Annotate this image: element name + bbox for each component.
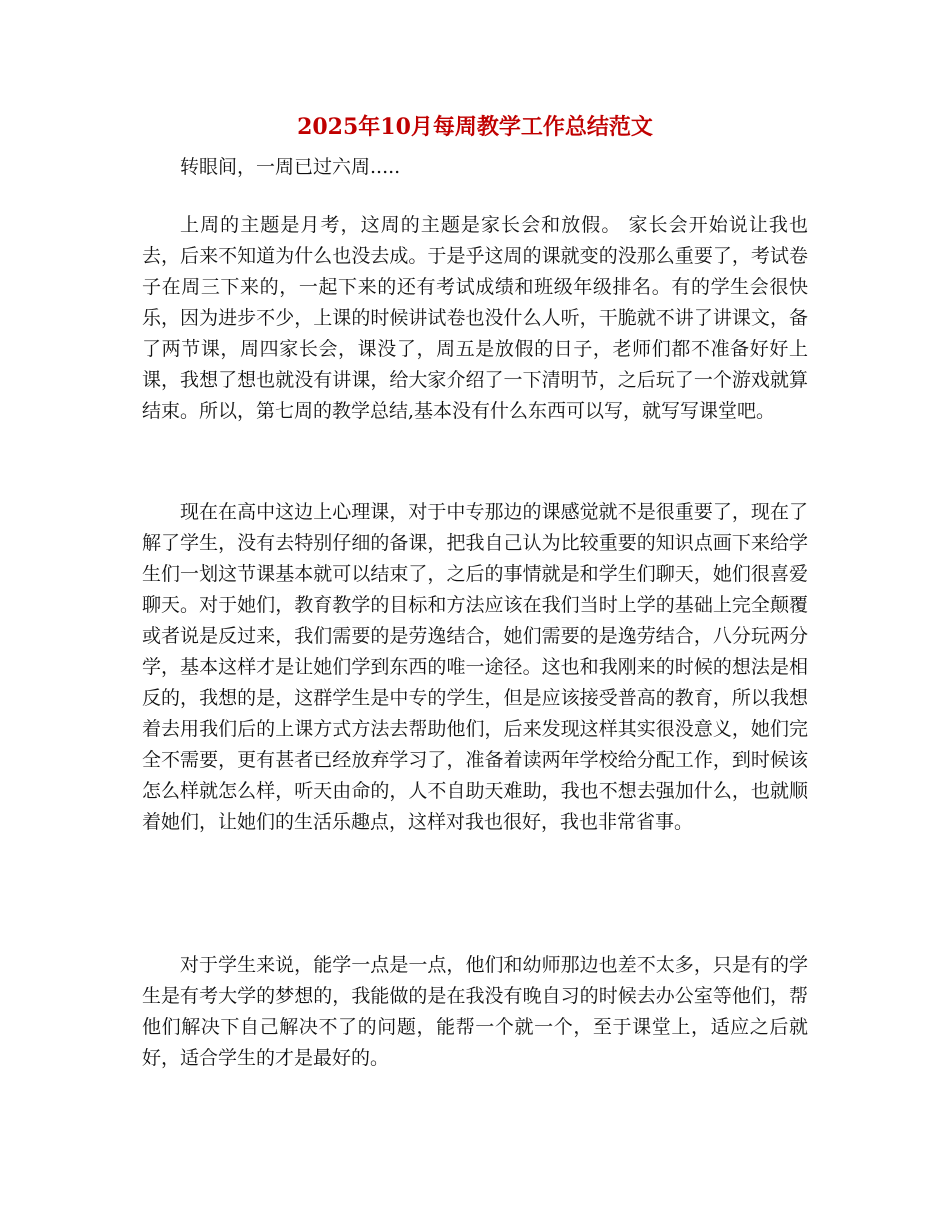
paragraph-1: 上周的主题是月考，这周的主题是家长会和放假。 家长会开始说让我也去，后来不知道为什么也没去成。于是乎这周的课就变的没那么重要了，考试卷子在周三下来的，一起下来的还有考试成绩和班级年级排名。有的学生会很快乐，因为进步不少，上课的时候讲试卷也没什么人听，干脆就不讲了讲课文，备了两节课，周四家长会，课没了，周五是放假的日子，老师们都不准备好好上课，我想了想也就没有讲课，给大家介绍了一下清明节，之后玩了一个游戏就算结束。所以，第七周的教学总结,基本没有什么东西可以写，就写写课堂吧。 — [142, 214, 808, 422]
document-title: 2025年10月每周教学工作总结范文 — [297, 114, 653, 140]
paragraph-3: 对于学生来说，能学一点是一点，他们和幼师那边也差不太多，只是有的学生是有考大学的梦想的，我能做的是在我没有晚自习的时候去办公室等他们，帮他们解决下自己解决不了的问题，能帮一个就一个，至于课堂上，适应之后就好，适合学生的才是最好的。 — [142, 954, 808, 1069]
lead-paragraph: 转眼间，一周已过六周..... — [180, 156, 401, 178]
paragraph-2: 现在在高中这边上心理课，对于中专那边的课感觉就不是很重要了，现在了解了学生，没有去特别仔细的备课，把我自己认为比较重要的知识点画下来给学生们一划这节课基本就可以结束了，之后的事情就是和学生们聊天，她们很喜爱聊天。对于她们，教育教学的目标和方法应该在我们当时上学的基础上完全颠覆或者说是反过来，我们需要的是劳逸结合，她们需要的是逸劳结合，八分玩两分学，基本这样才是让她们学到东西的唯一途径。这也和我刚来的时候的想法是相反的，我想的是，这群学生是中专的学生，但是应该接受普高的教育，所以我想着去用我们后的上课方式方法去帮助他们，后来发现这样其实很没意义，她们完全不需要，更有甚者已经放弃学习了，准备着读两年学校给分配工作，到时候该怎么样就怎么样，听天由命的，人不自助天难助，我也不想去强加什么，也就顺着她们，让她们的生活乐趣点，这样对我也很好，我也非常省事。 — [142, 501, 808, 833]
